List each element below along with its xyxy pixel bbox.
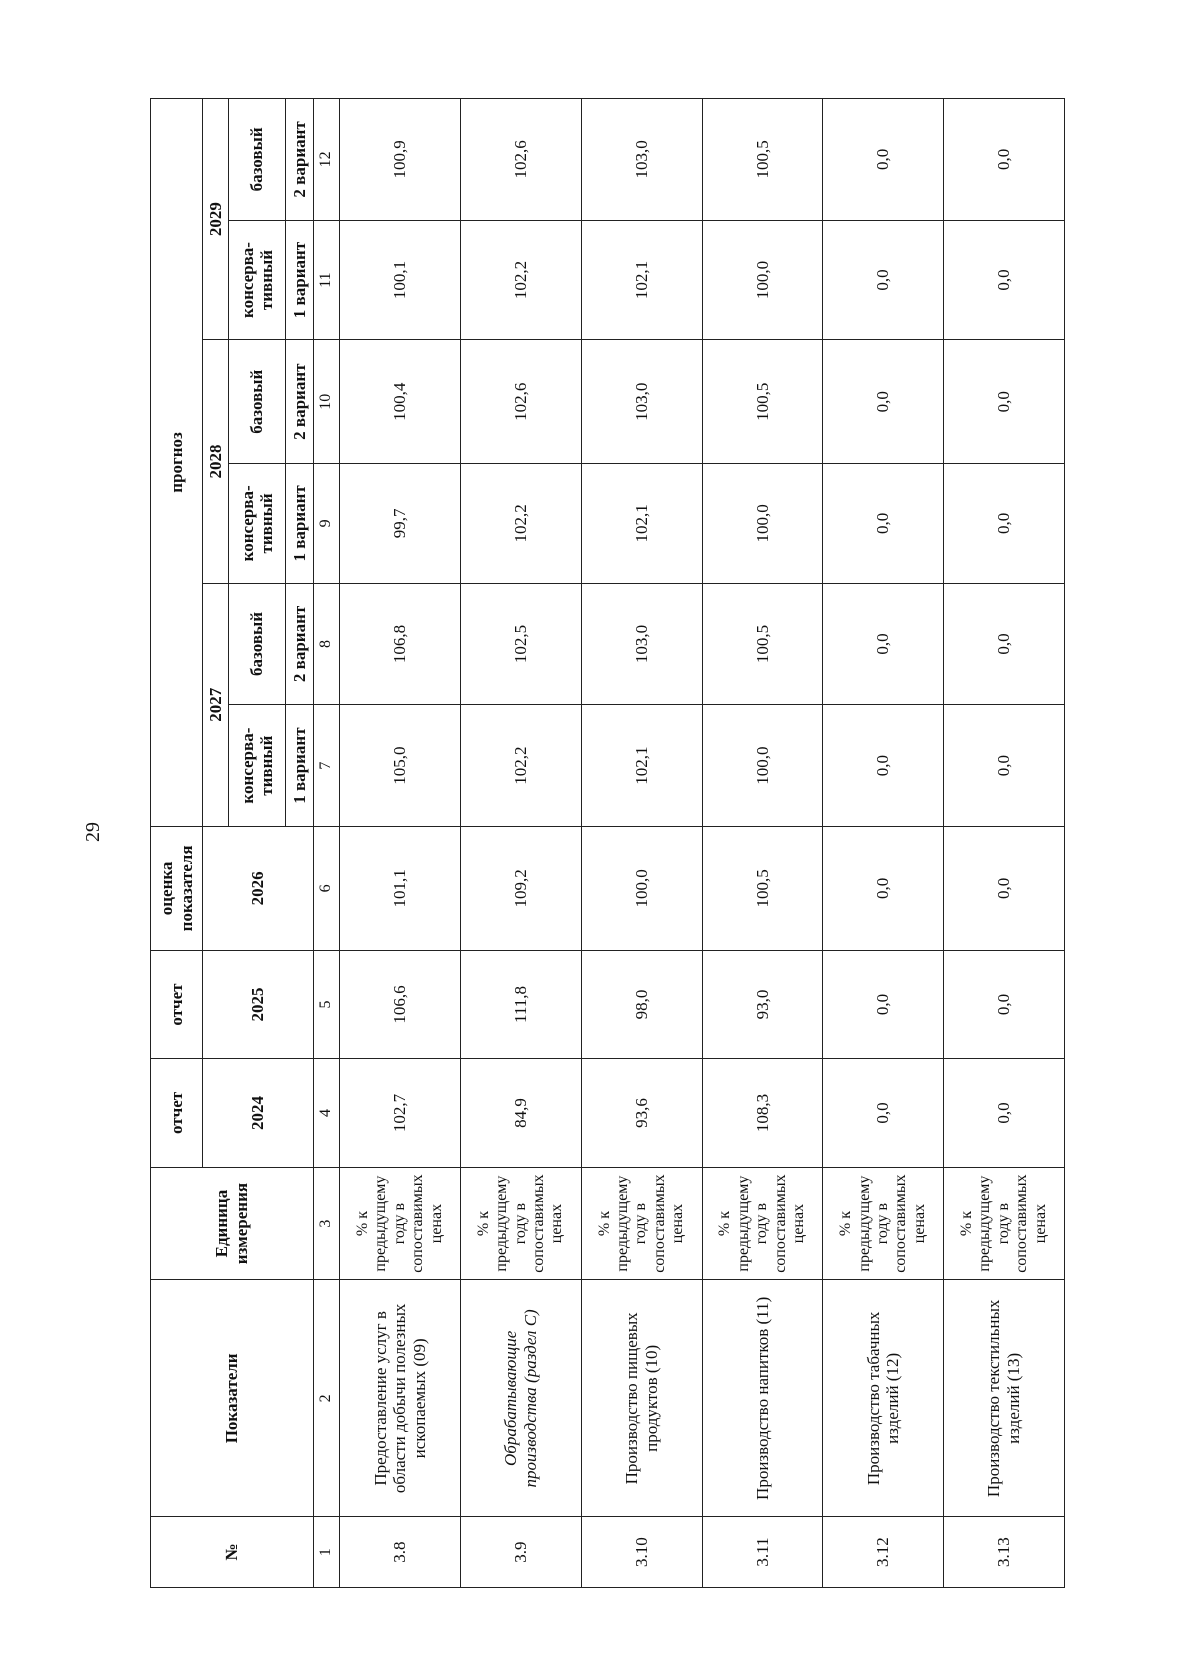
header-report-2024: отчет: [151, 1059, 203, 1167]
header-year-2026: 2026: [203, 826, 314, 950]
value-cell: 102,1: [581, 705, 702, 827]
header-year-2027: 2027: [203, 583, 229, 826]
header-2029-conservative: консерва-тивный: [229, 220, 285, 339]
unit-cell: % к предыдущему году в сопоставимых ценах: [823, 1167, 944, 1280]
indicator-name: Производство текстильных изделий (13): [944, 1280, 1065, 1517]
value-cell: 102,6: [460, 340, 581, 464]
value-cell: 0,0: [944, 340, 1065, 464]
value-cell: 0,0: [944, 220, 1065, 339]
header-2029-base: базовый: [229, 99, 285, 221]
value-cell: 100,5: [702, 583, 823, 705]
column-number: 7: [314, 705, 340, 827]
value-cell: 99,7: [340, 464, 461, 583]
table-row: [340, 99, 461, 1588]
unit-cell: % к предыдущему году в сопоставимых ценах: [944, 1167, 1065, 1280]
column-number: 11: [314, 220, 340, 339]
column-number: 6: [314, 826, 340, 950]
value-cell: 100,9: [340, 99, 461, 221]
table-container: [150, 98, 1065, 1588]
header-2027-conservative: консерва-тивный: [229, 705, 285, 827]
value-cell: 0,0: [823, 826, 944, 950]
table-row: [460, 99, 581, 1588]
value-cell: 100,5: [702, 99, 823, 221]
unit-cell: % к предыдущему году в сопоставимых ценах: [460, 1167, 581, 1280]
value-cell: 0,0: [944, 1059, 1065, 1167]
row-number: 3.13: [944, 1517, 1065, 1588]
value-cell: 102,2: [460, 220, 581, 339]
column-number: 10: [314, 340, 340, 464]
value-cell: 0,0: [823, 583, 944, 705]
value-cell: 93,0: [702, 950, 823, 1058]
value-cell: 0,0: [823, 220, 944, 339]
value-cell: 84,9: [460, 1059, 581, 1167]
value-cell: 100,1: [340, 220, 461, 339]
value-cell: 100,0: [581, 826, 702, 950]
value-cell: 101,1: [340, 826, 461, 950]
column-number: 4: [314, 1059, 340, 1167]
header-2028-variant-1: 1 вариант: [285, 464, 313, 583]
header-2027-variant-2: 2 вариант: [285, 583, 313, 705]
header-estimate: оценка показателя: [151, 826, 203, 950]
header-forecast: прогноз: [151, 99, 203, 827]
value-cell: 111,8: [460, 950, 581, 1058]
value-cell: 108,3: [702, 1059, 823, 1167]
row-number: 3.11: [702, 1517, 823, 1588]
value-cell: 102,5: [460, 583, 581, 705]
value-cell: 103,0: [581, 583, 702, 705]
value-cell: 100,0: [702, 705, 823, 827]
value-cell: 106,8: [340, 583, 461, 705]
header-2028-conservative: консерва-тивный: [229, 464, 285, 583]
header-2027-base: базовый: [229, 583, 285, 705]
value-cell: 0,0: [823, 1059, 944, 1167]
table-row: [823, 99, 944, 1588]
header-year-2025: 2025: [203, 950, 314, 1058]
row-number: 3.8: [340, 1517, 461, 1588]
value-cell: 0,0: [823, 464, 944, 583]
value-cell: 103,0: [581, 99, 702, 221]
forecast-table: [150, 98, 1065, 1588]
value-cell: 102,2: [460, 464, 581, 583]
value-cell: 0,0: [823, 950, 944, 1058]
indicator-name: Производство пищевых продуктов (10): [581, 1280, 702, 1517]
header-unit: Единица измерения: [151, 1167, 314, 1280]
value-cell: 0,0: [944, 99, 1065, 221]
header-2028-variant-2: 2 вариант: [285, 340, 313, 464]
value-cell: 0,0: [944, 464, 1065, 583]
table-row: [944, 99, 1065, 1588]
unit-cell: % к предыдущему году в сопоставимых ценах: [340, 1167, 461, 1280]
table-row: [581, 99, 702, 1588]
table-row: [702, 99, 823, 1588]
header-report-2025: отчет: [151, 950, 203, 1058]
row-number: 3.9: [460, 1517, 581, 1588]
indicator-name: Производство напитков (11): [702, 1280, 823, 1517]
header-num: №: [151, 1517, 314, 1588]
value-cell: 100,0: [702, 220, 823, 339]
header-year-2024: 2024: [203, 1059, 314, 1167]
column-number-row: [314, 99, 340, 1588]
column-number: 9: [314, 464, 340, 583]
header-2028-base: базовый: [229, 340, 285, 464]
header-2029-variant-2: 2 вариант: [285, 99, 313, 221]
value-cell: 0,0: [823, 340, 944, 464]
value-cell: 102,6: [460, 99, 581, 221]
header-2029-variant-1: 1 вариант: [285, 220, 313, 339]
header-year-2028: 2028: [203, 340, 229, 583]
value-cell: 0,0: [823, 705, 944, 827]
value-cell: 109,2: [460, 826, 581, 950]
column-number: 8: [314, 583, 340, 705]
value-cell: 0,0: [944, 826, 1065, 950]
value-cell: 100,5: [702, 826, 823, 950]
column-number: 12: [314, 99, 340, 221]
unit-cell: % к предыдущему году в сопоставимых ценах: [581, 1167, 702, 1280]
value-cell: 0,0: [944, 950, 1065, 1058]
header-year-2029: 2029: [203, 99, 229, 340]
value-cell: 102,1: [581, 220, 702, 339]
column-number: 2: [314, 1280, 340, 1517]
column-number: 3: [314, 1167, 340, 1280]
indicator-name: Предоставление услуг в области добычи полезных ископаемых (09): [340, 1280, 461, 1517]
row-number: 3.12: [823, 1517, 944, 1588]
column-number: 1: [314, 1517, 340, 1588]
value-cell: 103,0: [581, 340, 702, 464]
value-cell: 100,4: [340, 340, 461, 464]
indicator-name: Производство табачных изделий (12): [823, 1280, 944, 1517]
unit-cell: % к предыдущему году в сопоставимых ценах: [702, 1167, 823, 1280]
value-cell: 105,0: [340, 705, 461, 827]
value-cell: 93,6: [581, 1059, 702, 1167]
value-cell: 106,6: [340, 950, 461, 1058]
value-cell: 98,0: [581, 950, 702, 1058]
value-cell: 102,1: [581, 464, 702, 583]
value-cell: 0,0: [823, 99, 944, 221]
header-2027-variant-1: 1 вариант: [285, 705, 313, 827]
value-cell: 102,7: [340, 1059, 461, 1167]
value-cell: 100,5: [702, 340, 823, 464]
page-number: 29: [82, 822, 104, 842]
value-cell: 0,0: [944, 705, 1065, 827]
row-number: 3.10: [581, 1517, 702, 1588]
value-cell: 100,0: [702, 464, 823, 583]
column-number: 5: [314, 950, 340, 1058]
value-cell: 102,2: [460, 705, 581, 827]
header-indicators: Показатели: [151, 1280, 314, 1517]
indicator-name: Обрабатывающие производства (раздел С): [460, 1280, 581, 1517]
value-cell: 0,0: [944, 583, 1065, 705]
